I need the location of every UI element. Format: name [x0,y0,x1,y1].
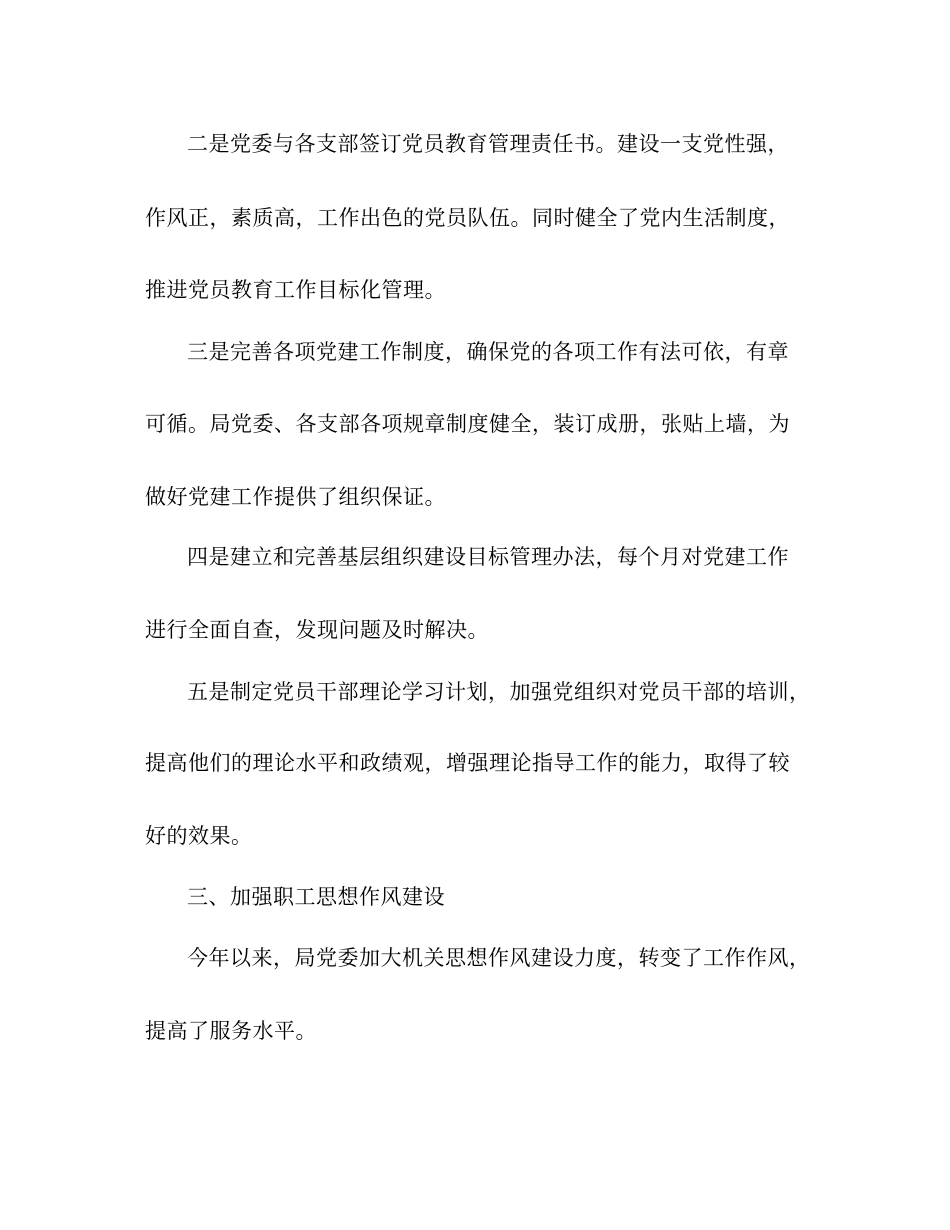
paragraph-6-line-2: 提高了服务水平。 [145,1019,317,1043]
paragraph-5-line-1: 五是制定党员干部理论学习计划，加强党组织对党员干部的培训， [187,680,811,704]
paragraph-4-line-2: 进行全面自查，发现问题及时解决。 [145,618,489,642]
paragraph-5-line-3: 好的效果。 [145,824,253,848]
paragraph-3-line-3: 做好党建工作提供了组织保证。 [145,485,446,509]
paragraph-2-line-1: 二是党委与各支部签订党员教育管理责任书。建设一支党性强， [187,132,789,156]
paragraph-3-line-2: 可循。局党委、各支部各项规章制度健全，装订成册，张贴上墙，为 [145,412,790,436]
section-heading: 三、加强职工思想作风建设 [187,885,445,909]
paragraph-5-line-2: 提高他们的理论水平和政绩观，增强理论指导工作的能力，取得了较 [145,751,790,775]
paragraph-4-line-1: 四是建立和完善基层组织建设目标管理办法，每个月对党建工作 [187,545,789,569]
paragraph-6-line-1: 今年以来，局党委加大机关思想作风建设力度，转变了工作作风， [187,946,811,970]
paragraph-2-line-3: 推进党员教育工作目标化管理。 [145,278,446,302]
paragraph-3-line-1: 三是完善各项党建工作制度，确保党的各项工作有法可依，有章 [187,340,789,364]
paragraph-2-line-2: 作风正，素质高，工作出色的党员队伍。同时健全了党内生活制度， [145,206,790,230]
